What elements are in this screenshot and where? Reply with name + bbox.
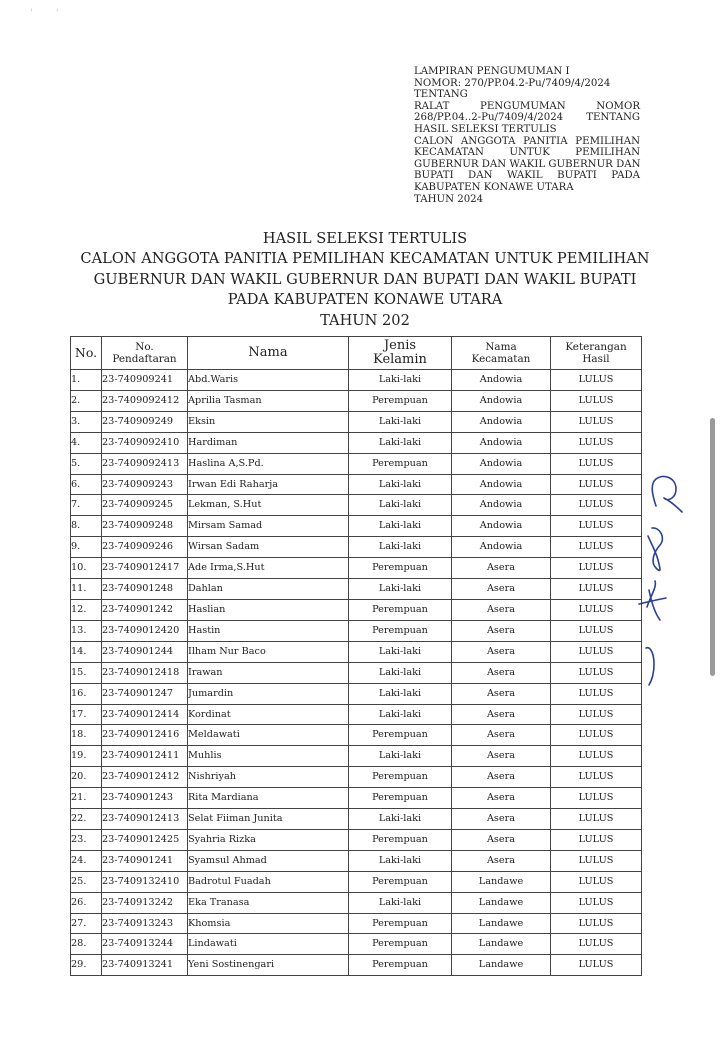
row-no-cell: 24. — [71, 850, 102, 871]
result-cell: LULUS — [551, 432, 642, 453]
handwritten-mark — [639, 581, 666, 620]
result-cell: LULUS — [551, 474, 642, 495]
gender-cell: Laki-laki — [349, 704, 452, 725]
attachment-line: TENTANG — [414, 89, 468, 101]
name-cell: Yeni Sostinengari — [188, 955, 349, 976]
result-cell: LULUS — [551, 892, 642, 913]
gender-cell: Laki-laki — [349, 411, 452, 432]
attachment-line: CALON ANGGOTA PANITIA PEMILIHAN — [414, 135, 640, 147]
registration-number-cell: 23-740913242 — [102, 892, 188, 913]
row-no-cell: 16. — [71, 683, 102, 704]
gender-cell: Perempuan — [349, 955, 452, 976]
district-cell: Andowia — [452, 516, 551, 537]
attachment-line: KECAMATAN UNTUK PEMILIHAN — [414, 147, 640, 159]
handwritten-mark — [646, 648, 654, 685]
gender-cell: Laki-laki — [349, 892, 452, 913]
title-line: PADA KABUPATEN KONAWE UTARA — [227, 291, 503, 309]
result-cell: LULUS — [551, 955, 642, 976]
name-cell: Hastin — [188, 620, 349, 641]
gender-cell: Laki-laki — [349, 432, 452, 453]
title-line: CALON ANGGOTA PANITIA PEMILIHAN KECAMATAN UNTUK PEMILIHAN — [80, 250, 650, 268]
registration-number-cell: 23-7409012418 — [102, 662, 188, 683]
district-cell: Asera — [452, 746, 551, 767]
result-cell: LULUS — [551, 934, 642, 955]
district-cell: Asera — [452, 850, 551, 871]
name-cell: Haslina A,S.Pd. — [188, 453, 349, 474]
district-cell: Andowia — [452, 474, 551, 495]
attachment-line: LAMPIRAN PENGUMUMAN I — [414, 66, 570, 77]
district-cell: Asera — [452, 599, 551, 620]
name-cell: Jumardin — [188, 683, 349, 704]
result-cell: LULUS — [551, 411, 642, 432]
result-cell: LULUS — [551, 370, 642, 391]
registration-number-cell: 23-740909245 — [102, 495, 188, 516]
district-cell: Andowia — [452, 537, 551, 558]
header-text: No. — [135, 340, 154, 353]
row-no-cell: 9. — [71, 537, 102, 558]
result-cell: LULUS — [551, 537, 642, 558]
district-cell: Asera — [452, 704, 551, 725]
district-cell: Landawe — [452, 934, 551, 955]
row-no-cell: 26. — [71, 892, 102, 913]
attachment-line: RALAT PENGUMUMAN NOMOR — [414, 100, 640, 112]
registration-number-cell: 23-740901241 — [102, 850, 188, 871]
header-text: Keterangan — [565, 340, 627, 353]
registration-number-cell: 23-740901248 — [102, 579, 188, 600]
name-cell: Muhlis — [188, 746, 349, 767]
row-no-cell: 17. — [71, 704, 102, 725]
registration-number-cell: 23-740901243 — [102, 788, 188, 809]
gender-cell: Perempuan — [349, 788, 452, 809]
district-cell: Andowia — [452, 411, 551, 432]
row-no-cell: 21. — [71, 788, 102, 809]
gender-cell: Perempuan — [349, 934, 452, 955]
row-no-cell: 11. — [71, 579, 102, 600]
header-text: Kecamatan — [471, 353, 531, 365]
gender-cell: Perempuan — [349, 767, 452, 788]
header-text: Nama — [485, 340, 517, 353]
district-cell: Andowia — [452, 495, 551, 516]
row-no-cell: 4. — [71, 432, 102, 453]
name-cell: Nishriyah — [188, 767, 349, 788]
attachment-line: TAHUN 2024 — [414, 193, 484, 205]
result-cell: LULUS — [551, 599, 642, 620]
name-cell: Ade Irma,S.Hut — [188, 558, 349, 579]
district-cell: Asera — [452, 767, 551, 788]
row-no-cell: 7. — [71, 495, 102, 516]
registration-number-cell: 23-740913243 — [102, 913, 188, 934]
registration-number-cell: 23-740909243 — [102, 474, 188, 495]
result-cell: LULUS — [551, 704, 642, 725]
name-cell: Ilham Nur Baco — [188, 641, 349, 662]
registration-number-cell: 23-740909241 — [102, 370, 188, 391]
district-cell: Asera — [452, 829, 551, 850]
gender-cell: Perempuan — [349, 558, 452, 579]
result-cell: LULUS — [551, 390, 642, 411]
row-no-cell: 10. — [71, 558, 102, 579]
registration-number-cell: 23-7409012417 — [102, 558, 188, 579]
handwritten-mark — [648, 528, 662, 571]
row-no-cell: 1. — [71, 370, 102, 391]
attachment-line: 268/PP.04..2-Pu/7409/4/2024 TENTANG — [414, 112, 640, 124]
registration-number-cell: 23-7409012411 — [102, 746, 188, 767]
district-cell: Asera — [452, 641, 551, 662]
row-no-cell: 18. — [71, 725, 102, 746]
gender-cell: Laki-laki — [349, 495, 452, 516]
registration-number-cell: 23-7409132410 — [102, 871, 188, 892]
registration-number-cell: 23-7409092413 — [102, 453, 188, 474]
result-cell: LULUS — [551, 579, 642, 600]
header-text: Pendaftaran — [112, 353, 177, 365]
name-cell: Hardiman — [188, 432, 349, 453]
header-name: Nama — [188, 337, 349, 370]
gender-cell: Laki-laki — [349, 746, 452, 767]
row-no-cell: 19. — [71, 746, 102, 767]
scan-corner-marks: ' ' — [30, 8, 69, 19]
gender-cell: Laki-laki — [349, 850, 452, 871]
title-line: GUBERNUR DAN WAKIL GUBERNUR DAN BUPATI DAN WAKIL BUPATI — [93, 270, 637, 288]
name-cell: Irwan Edi Raharja — [188, 474, 349, 495]
registration-number-cell: 23-740909246 — [102, 537, 188, 558]
row-no-cell: 14. — [71, 641, 102, 662]
result-cell: LULUS — [551, 516, 642, 537]
gender-cell: Laki-laki — [349, 662, 452, 683]
registration-number-cell: 23-7409012416 — [102, 725, 188, 746]
name-cell: Wirsan Sadam — [188, 537, 349, 558]
name-cell: Abd.Waris — [188, 370, 349, 391]
title-line: TAHUN 202 — [320, 311, 410, 329]
gender-cell: Laki-laki — [349, 641, 452, 662]
name-cell: Eksin — [188, 411, 349, 432]
name-cell: Kordinat — [188, 704, 349, 725]
name-cell: Meldawati — [188, 725, 349, 746]
result-cell: LULUS — [551, 662, 642, 683]
name-cell: Irawan — [188, 662, 349, 683]
row-no-cell: 23. — [71, 829, 102, 850]
gender-cell: Perempuan — [349, 725, 452, 746]
name-cell: Rita Mardiana — [188, 788, 349, 809]
gender-cell: Perempuan — [349, 871, 452, 892]
result-cell: LULUS — [551, 767, 642, 788]
district-cell: Asera — [452, 558, 551, 579]
name-cell: Selat Fiiman Junita — [188, 809, 349, 830]
district-cell: Landawe — [452, 913, 551, 934]
row-no-cell: 29. — [71, 955, 102, 976]
registration-number-cell: 23-7409012413 — [102, 809, 188, 830]
attachment-line: HASIL SELEKSI TERTULIS — [414, 123, 557, 135]
attachment-line: BUPATI DAN WAKIL BUPATI PADA — [414, 170, 640, 182]
gender-cell: Perempuan — [349, 390, 452, 411]
name-cell: Badrotul Fuadah — [188, 871, 349, 892]
row-no-cell: 2. — [71, 390, 102, 411]
registration-number-cell: 23-740901242 — [102, 599, 188, 620]
name-cell: Haslian — [188, 599, 349, 620]
registration-number-cell: 23-740913244 — [102, 934, 188, 955]
district-cell: Asera — [452, 683, 551, 704]
district-cell: Asera — [452, 809, 551, 830]
header-text: Kelamin — [373, 352, 427, 367]
gender-cell: Laki-laki — [349, 516, 452, 537]
result-cell: LULUS — [551, 746, 642, 767]
row-no-cell: 22. — [71, 809, 102, 830]
gender-cell: Laki-laki — [349, 370, 452, 391]
attachment-line: GUBERNUR DAN WAKIL GUBERNUR DAN — [414, 158, 641, 170]
row-no-cell: 15. — [71, 662, 102, 683]
gender-cell: Laki-laki — [349, 809, 452, 830]
registration-number-cell: 23-740913241 — [102, 955, 188, 976]
district-cell: Andowia — [452, 390, 551, 411]
registration-number-cell: 23-7409012420 — [102, 620, 188, 641]
result-cell: LULUS — [551, 788, 642, 809]
registration-number-cell: 23-7409012412 — [102, 767, 188, 788]
row-no-cell: 3. — [71, 411, 102, 432]
gender-cell: Perempuan — [349, 829, 452, 850]
row-no-cell: 12. — [71, 599, 102, 620]
district-cell: Asera — [452, 662, 551, 683]
registration-number-cell: 23-740909248 — [102, 516, 188, 537]
header-text: Hasil — [582, 353, 610, 365]
registration-number-cell: 23-7409092410 — [102, 432, 188, 453]
registration-number-cell: 23-740901247 — [102, 683, 188, 704]
result-cell: LULUS — [551, 641, 642, 662]
row-no-cell: 8. — [71, 516, 102, 537]
gender-cell: Perempuan — [349, 620, 452, 641]
district-cell: Andowia — [452, 370, 551, 391]
name-cell: Dahlan — [188, 579, 349, 600]
registration-number-cell: 23-7409092412 — [102, 390, 188, 411]
district-cell: Andowia — [452, 432, 551, 453]
district-cell: Landawe — [452, 955, 551, 976]
row-no-cell: 27. — [71, 913, 102, 934]
scrollbar[interactable] — [710, 418, 715, 676]
result-cell: LULUS — [551, 453, 642, 474]
name-cell: Lekman, S.Hut — [188, 495, 349, 516]
district-cell: Asera — [452, 579, 551, 600]
header-no: No. — [71, 337, 102, 370]
gender-cell: Laki-laki — [349, 683, 452, 704]
name-cell: Eka Tranasa — [188, 892, 349, 913]
title-line: HASIL SELEKSI TERTULIS — [262, 230, 468, 247]
gender-cell: Perempuan — [349, 599, 452, 620]
registration-number-cell: 23-7409012425 — [102, 829, 188, 850]
row-no-cell: 5. — [71, 453, 102, 474]
result-cell: LULUS — [551, 829, 642, 850]
district-cell: Asera — [452, 725, 551, 746]
result-cell: LULUS — [551, 725, 642, 746]
gender-cell: Laki-laki — [349, 579, 452, 600]
gender-cell: Laki-laki — [349, 537, 452, 558]
name-cell: Mirsam Samad — [188, 516, 349, 537]
gender-cell: Perempuan — [349, 453, 452, 474]
row-no-cell: 20. — [71, 767, 102, 788]
registration-number-cell: 23-740901244 — [102, 641, 188, 662]
result-cell: LULUS — [551, 871, 642, 892]
district-cell: Landawe — [452, 871, 551, 892]
result-cell: LULUS — [551, 850, 642, 871]
district-cell: Landawe — [452, 892, 551, 913]
name-cell: Syamsul Ahmad — [188, 850, 349, 871]
registration-number-cell: 23-7409012414 — [102, 704, 188, 725]
row-no-cell: 13. — [71, 620, 102, 641]
handwritten-mark — [652, 476, 682, 512]
result-cell: LULUS — [551, 913, 642, 934]
result-cell: LULUS — [551, 620, 642, 641]
district-cell: Andowia — [452, 453, 551, 474]
row-no-cell: 6. — [71, 474, 102, 495]
district-cell: Asera — [452, 620, 551, 641]
row-no-cell: 25. — [71, 871, 102, 892]
result-cell: LULUS — [551, 558, 642, 579]
attachment-line: NOMOR: 270/PP.04.2-Pu/7409/4/2024 — [414, 77, 611, 89]
header-text: Jenis — [383, 338, 417, 353]
gender-cell: Laki-laki — [349, 474, 452, 495]
registration-number-cell: 23-740909249 — [102, 411, 188, 432]
name-cell: Lindawati — [188, 934, 349, 955]
result-cell: LULUS — [551, 495, 642, 516]
gender-cell: Perempuan — [349, 913, 452, 934]
name-cell: Khomsia — [188, 913, 349, 934]
row-no-cell: 28. — [71, 934, 102, 955]
name-cell: Aprilia Tasman — [188, 390, 349, 411]
attachment-line: KABUPATEN KONAWE UTARA — [414, 181, 574, 193]
result-cell: LULUS — [551, 683, 642, 704]
name-cell: Syahria Rizka — [188, 829, 349, 850]
result-cell: LULUS — [551, 809, 642, 830]
district-cell: Asera — [452, 788, 551, 809]
